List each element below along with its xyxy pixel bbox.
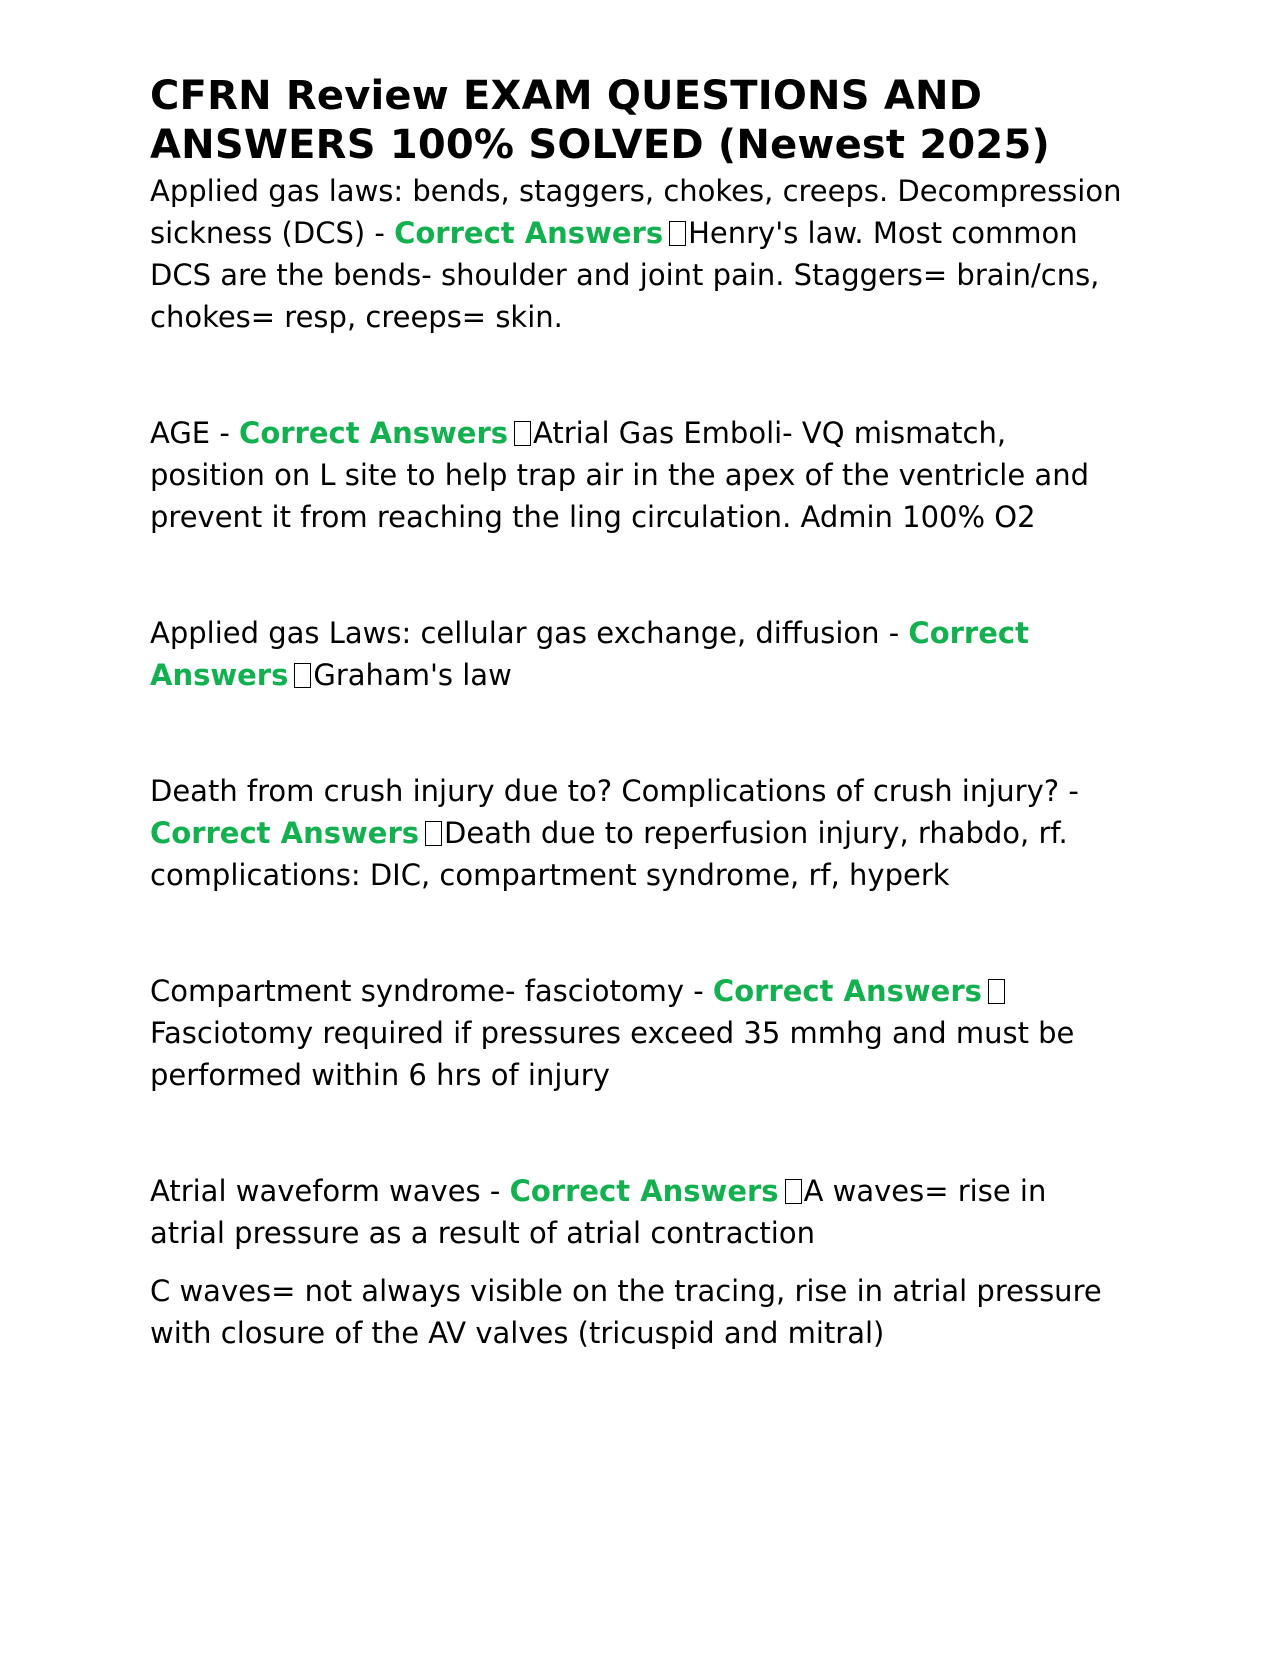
correct-answers-label: Correct Answers	[150, 616, 1029, 692]
answer-text: Graham's law	[313, 658, 512, 692]
correct-answers-label: Correct Answers	[394, 216, 664, 250]
answer-continuation: C waves= not always visible on the tracing, rise in atrial pressure with closure of the AV valves (tricuspid and mitral)	[150, 1274, 1102, 1350]
answer-text: Henry's law. Most common DCS are the bends- shoulder and joint pain. Staggers= brain/cns, chokes= resp, creeps= skin.	[150, 216, 1100, 334]
missing-glyph-icon	[425, 821, 442, 846]
missing-glyph-icon	[514, 421, 531, 446]
answer-text: Atrial Gas Emboli- VQ mismatch, position on L site to help trap air in the apex of the ventricle and prevent it from reaching the ling circulation. Admin 100% O2	[150, 416, 1089, 534]
answer-text: Fasciotomy required if pressures exceed 35 mmhg and must be performed within 6 hrs of injury	[150, 1016, 1075, 1092]
document-page	[150, 72, 1130, 1354]
correct-answers-label: Correct Answers	[239, 416, 509, 450]
correct-answers-label: Correct Answers	[712, 974, 982, 1008]
missing-glyph-icon	[785, 1179, 802, 1204]
missing-glyph-icon	[294, 663, 311, 688]
document-title: CFRN Review EXAM QUESTIONS AND ANSWERS 100% SOLVED (Newest 2025)	[150, 73, 1050, 168]
qa-item	[150, 412, 1130, 538]
answer-text: Death due to reperfusion injury, rhabdo, rf. complications: DIC, compartment syndrome, rf, hyperk	[150, 816, 1068, 892]
missing-glyph-icon	[988, 979, 1005, 1004]
question-text: Applied gas Laws: cellular gas exchange, diffusion -	[150, 616, 909, 650]
qa-item	[150, 770, 1130, 896]
question-text: Applied gas laws: bends, staggers, chokes, creeps. Decompression sickness (DCS) -	[150, 174, 1122, 250]
question-text: AGE -	[150, 416, 240, 450]
correct-answers-label: Correct Answers	[509, 1174, 779, 1208]
question-text: Death from crush injury due to? Complications of crush injury? -	[150, 774, 1079, 808]
question-text: Atrial waveform waves -	[150, 1174, 510, 1208]
qa-item	[150, 970, 1130, 1096]
qa-item	[150, 170, 1130, 338]
qa-item	[150, 1170, 1130, 1254]
question-text: Compartment syndrome- fasciotomy -	[150, 974, 713, 1008]
qa-item	[150, 612, 1130, 696]
answer-text: A waves= rise in atrial pressure as a result of atrial contraction	[150, 1174, 1047, 1250]
missing-glyph-icon	[669, 221, 686, 246]
correct-answers-label: Correct Answers	[150, 816, 420, 850]
